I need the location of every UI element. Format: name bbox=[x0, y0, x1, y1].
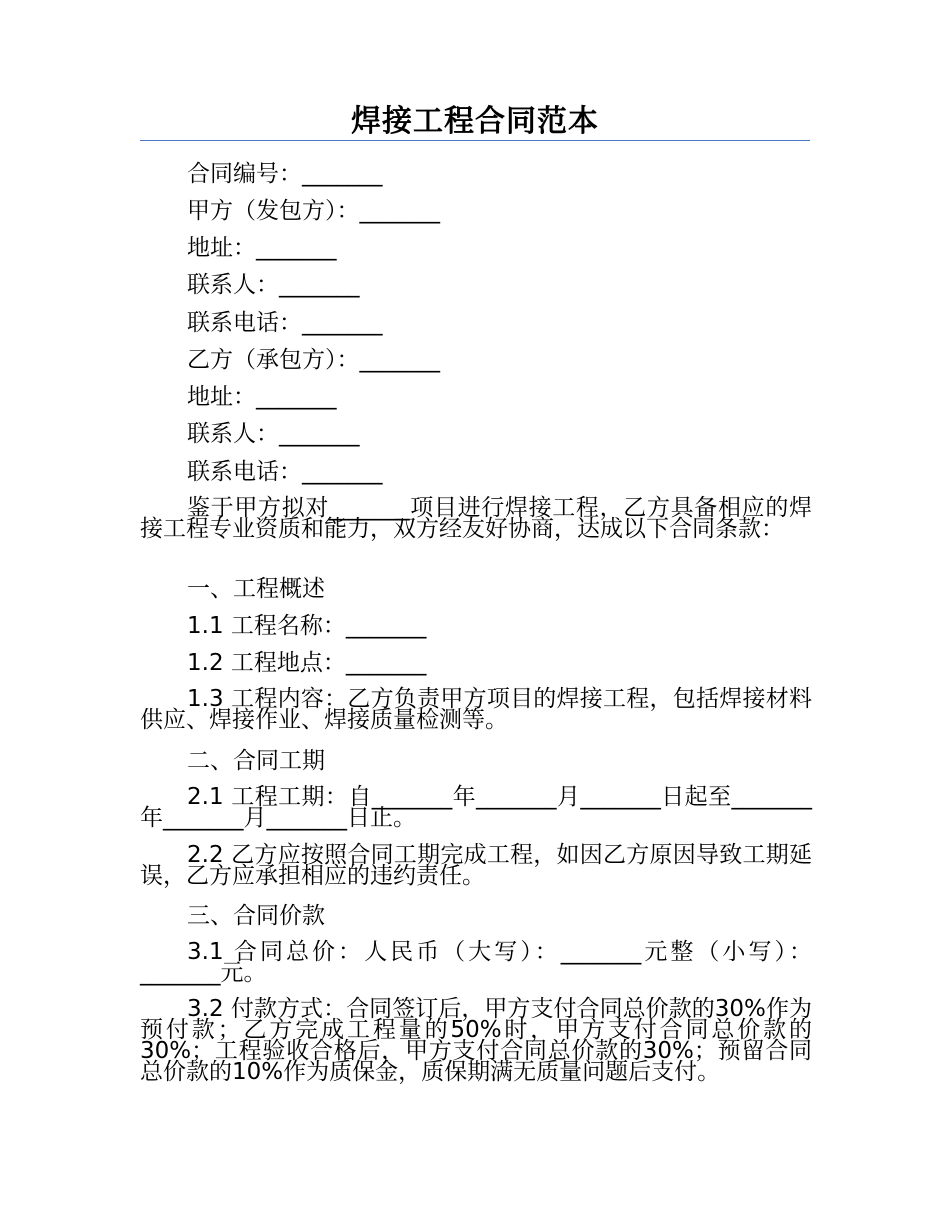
party-b-phone-field: 联系电话：_______ bbox=[187, 459, 383, 485]
clause-1-1: 1.1 工程名称：_______ bbox=[187, 613, 427, 639]
party-a-address-field: 地址：_______ bbox=[187, 235, 337, 261]
section-heading-duration: 二、合同工期 bbox=[187, 748, 325, 774]
party-b-contact-field: 联系人：_______ bbox=[187, 421, 360, 447]
party-b-field: 乙方（承包方）：_______ bbox=[187, 347, 440, 373]
clause-2-2: 2.2 乙方应按照合同工期完成工程，如因乙方原因导致工期延误，乙方应承担相应的违约责任。 bbox=[140, 842, 812, 889]
title-rule bbox=[140, 102, 810, 141]
clause-3-1: 3.1 合同总价：人民币（大写）：_______元整（小写）：_______元。 bbox=[140, 939, 812, 986]
section-heading-price: 三、合同价款 bbox=[187, 903, 325, 929]
party-a-field: 甲方（发包方）：_______ bbox=[187, 198, 440, 224]
preamble-paragraph: 鉴于甲方拟对_______项目进行焊接工程，乙方具备相应的焊接工程专业资质和能力，双方经友好协商，达成以下合同条款： bbox=[140, 495, 812, 542]
clause-3-2: 3.2 付款方式：合同签订后，甲方支付合同总价款的30%作为预付款；乙方完成工程量的50%时，甲方支付合同总价款的30%；工程验收合格后，甲方支付合同总价款的30%；预留合同总价款的10%作为质保金，质保期满无质量问题后支付。 bbox=[140, 996, 812, 1085]
document-title: 焊接工程合同范本 bbox=[351, 104, 599, 139]
party-a-contact-field: 联系人：_______ bbox=[187, 272, 360, 298]
party-a-phone-field: 联系电话：_______ bbox=[187, 310, 383, 336]
clause-2-1: 2.1 工程工期：自_______年_______月_______日起至_______年_______月_______日止。 bbox=[140, 784, 812, 831]
section-heading-overview: 一、工程概述 bbox=[187, 576, 325, 602]
clause-1-2: 1.2 工程地点：_______ bbox=[187, 650, 427, 676]
party-b-address-field: 地址：_______ bbox=[187, 384, 337, 410]
clause-1-3: 1.3 工程内容：乙方负责甲方项目的焊接工程，包括焊接材料供应、焊接作业、焊接质量检测等。 bbox=[140, 686, 812, 733]
contract-number-field: 合同编号：_______ bbox=[187, 161, 383, 187]
